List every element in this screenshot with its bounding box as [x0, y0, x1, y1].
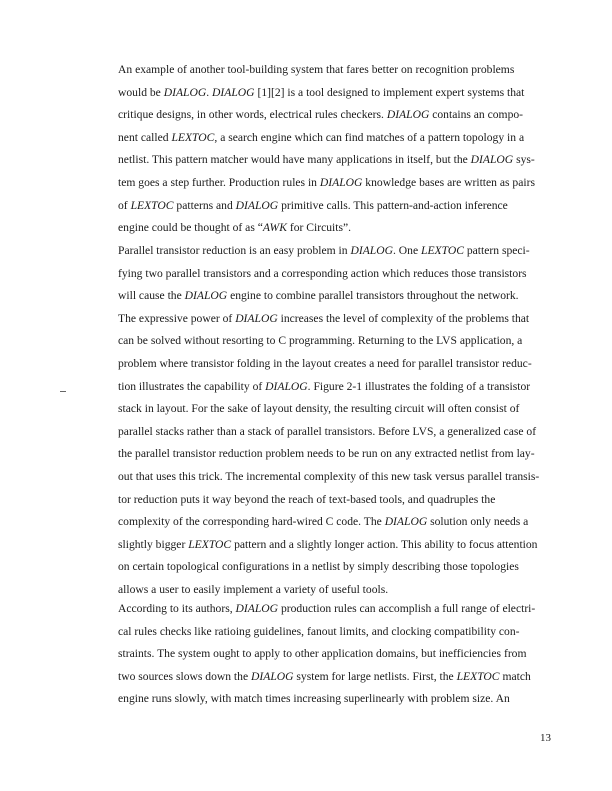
- text-line: can be solved without resorting to C programming. Returning to the LVS application, a: [118, 334, 523, 348]
- text-line: will cause the DIALOG engine to combine parallel transistors throughout the network.: [118, 289, 519, 303]
- text-line: of LEXTOC patterns and DIALOG primitive calls. This pattern-and-action inference: [118, 198, 508, 212]
- text-line: nent called LEXTOC, a search engine which can find matches of a pattern topology in a: [118, 130, 525, 144]
- text-line: parallel stacks rather than a stack of parallel transistors. Before LVS, a generalized case of: [118, 424, 537, 438]
- text-line: would be DIALOG. DIALOG [1][2] is a tool designed to implement expert systems that: [118, 85, 525, 99]
- margin-mark: [60, 391, 66, 392]
- text-line: An example of another tool-building system that fares better on recognition problems: [118, 63, 515, 76]
- text-line: According to its authors, DIALOG production rules can accomplish a full range of electri-: [118, 602, 536, 615]
- text-line: on certain topological configurations in a netlist by simply describing those topologies: [118, 560, 519, 574]
- text-line: tor reduction puts it way beyond the reach of text-based tools, and quadruples the: [118, 492, 496, 506]
- text-line: cal rules checks like ratioing guidelines, fanout limits, and clocking compatibility con-: [118, 624, 520, 638]
- paragraph-parallel-reduction: [118, 240, 558, 602]
- text-line: tion illustrates the capability of DIALOG. Figure 2-1 illustrates the folding of a transistor: [118, 379, 531, 393]
- text-line: fying two parallel transistors and a corresponding action which reduces those transistors: [118, 266, 527, 280]
- text-line: critique designs, in other words, electrical rules checkers. DIALOG contains an compo-: [118, 108, 524, 122]
- text-line: stack in layout. For the sake of layout density, the resulting circuit will often consist of: [118, 402, 520, 416]
- text-line: engine runs slowly, with match times increasing superlinearly with problem size. An: [118, 692, 510, 706]
- text-line: problem where transistor folding in the layout creates a need for parallel transistor reduc-: [118, 356, 532, 370]
- text-line: two sources slows down the DIALOG system for large netlists. First, the LEXTOC match: [118, 669, 531, 683]
- page-number: 13: [540, 732, 551, 744]
- text-line: complexity of the corresponding hard-wired C code. The DIALOG solution only needs a: [118, 515, 529, 529]
- text-line: the parallel transistor reduction problem needs to be run on any extracted netlist from lay-: [118, 447, 535, 461]
- text-line: Parallel transistor reduction is an easy problem in DIALOG. One LEXTOC pattern speci-: [118, 244, 530, 257]
- text-line: allows a user to easily implement a variety of useful tools.: [118, 582, 389, 596]
- text-line: The expressive power of DIALOG increases the level of complexity of the problems that: [118, 311, 530, 325]
- text-line: engine could be thought of as “AWK for Circuits”.: [118, 221, 352, 235]
- text-line: straints. The system ought to apply to other application domains, but inefficiencies from: [118, 647, 527, 661]
- text-line: slightly bigger LEXTOC pattern and a slightly longer action. This ability to focus attention: [118, 537, 538, 551]
- text-line: out that uses this trick. The incremental complexity of this new task versus parallel transis-: [118, 469, 540, 483]
- text-line: tem goes a step further. Production rules in DIALOG knowledge bases are written as pairs: [118, 175, 535, 189]
- text-line: netlist. This pattern matcher would have many applications in itself, but the DIALOG sys-: [118, 153, 535, 167]
- paragraph-dialog-limitations: [118, 598, 558, 711]
- paragraph-dialog-intro: [118, 59, 558, 240]
